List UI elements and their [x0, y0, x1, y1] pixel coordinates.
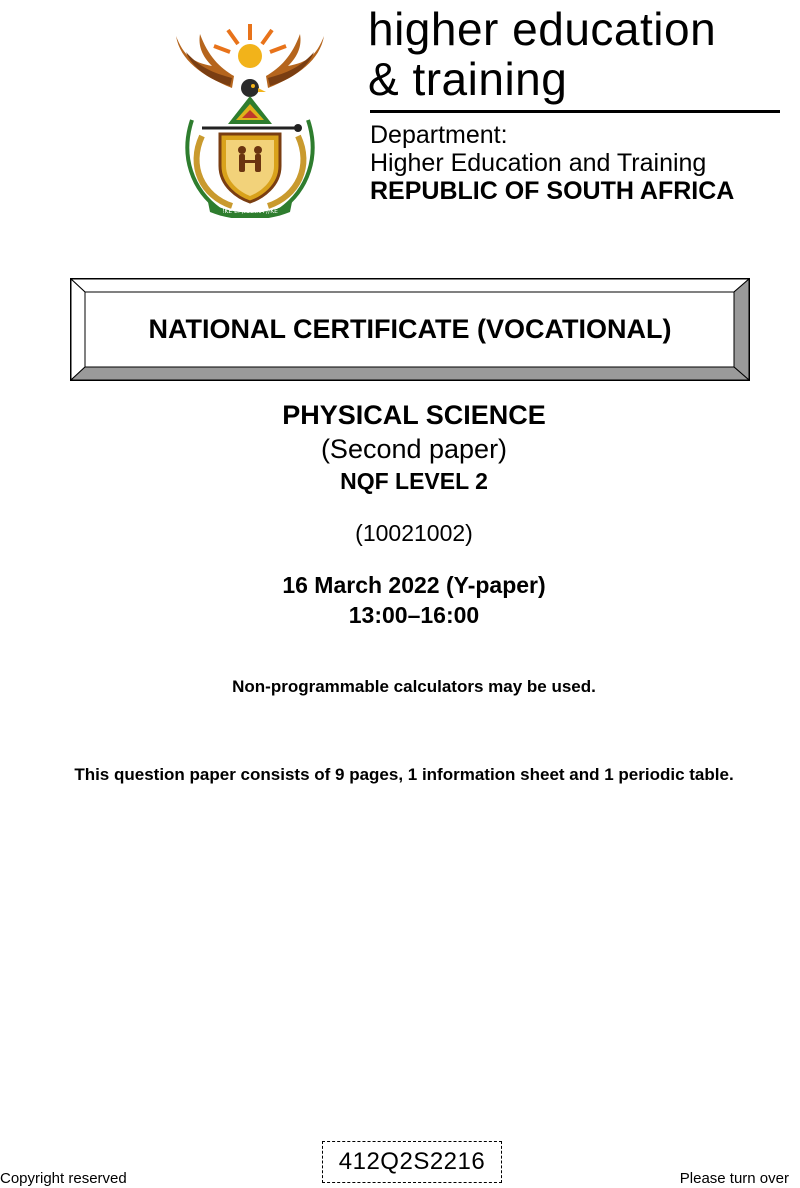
calculator-instruction: Non-programmable calculators may be used.	[232, 677, 596, 696]
subject-code: (10021002)	[355, 520, 473, 546]
coat-of-arms-logo	[162, 16, 338, 218]
sun-icon	[214, 24, 286, 68]
subject-title: PHYSICAL SCIENCE	[282, 400, 546, 430]
department-label: Department:	[370, 121, 508, 149]
brand-title-line2: & training	[368, 53, 568, 105]
copyright-notice: Copyright reserved	[0, 1170, 127, 1187]
turn-over-notice: Please turn over	[679, 1170, 789, 1187]
paper-code-text: 412Q2S2216	[338, 1148, 486, 1175]
country-name: REPUBLIC OF SOUTH AFRICA	[370, 177, 735, 205]
nqf-level: NQF LEVEL 2	[340, 468, 488, 494]
paper-contents-note: This question paper consists of 9 pages, 1 information sheet and 1 periodic table.	[74, 765, 734, 784]
paper-code-box	[322, 1141, 502, 1183]
exam-date: 16 March 2022 (Y-paper)	[282, 572, 546, 598]
brand-title-line1: higher education	[368, 3, 717, 55]
exam-time: 13:00–16:00	[348, 602, 480, 628]
certificate-title: NATIONAL CERTIFICATE (VOCATIONAL)	[148, 314, 672, 344]
brand-divider	[370, 110, 780, 113]
department-name: Higher Education and Training	[370, 149, 707, 177]
motto-text: !KE E: /XARRA //KE	[222, 208, 278, 215]
paper-number: (Second paper)	[320, 434, 508, 464]
